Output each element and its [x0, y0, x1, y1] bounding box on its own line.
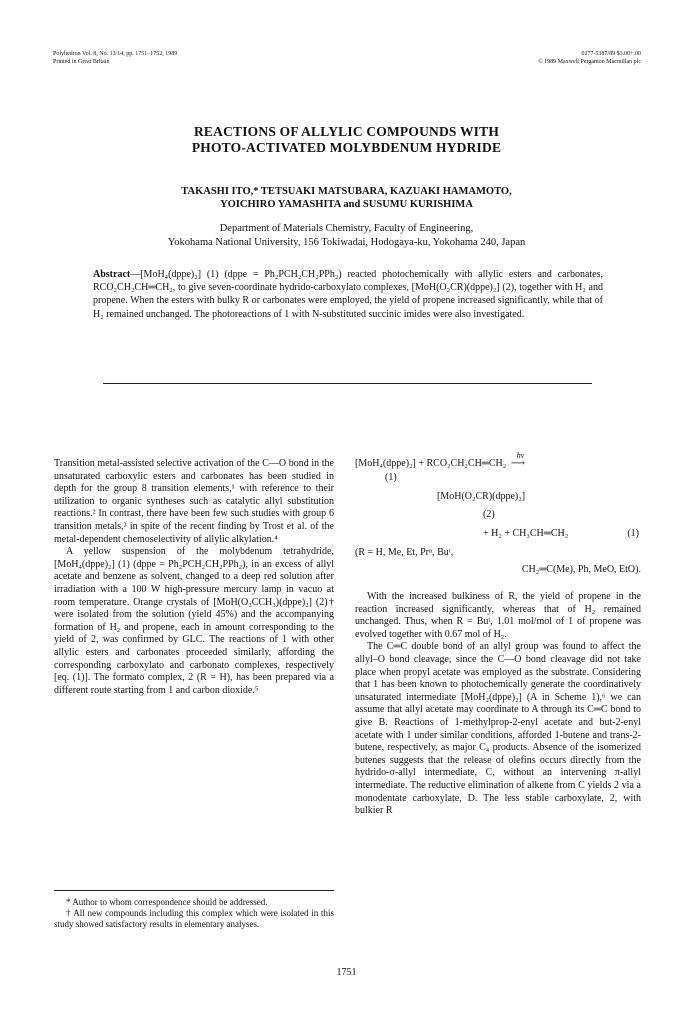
paper-title-line1: REACTIONS OF ALLYLIC COMPOUNDS WITH: [193, 124, 500, 139]
arrow-label: hν: [516, 451, 525, 460]
journal-citation-line2: Printed in Great Britain: [53, 59, 110, 65]
chemical-equation: [355, 451, 641, 591]
left-paragraph-2: A yellow suspension of the molybdenum tetrahydride, [MoH₄(dppe)₂] (1) (dppe = Ph₂PCH₂CH₂PPh₂), in an excess of allyl acetate and benzene as solvent, changed to a deep red solution after irradiation with a 100 W high-pressure mercury lamp in vacuo at room temperature. Orange crystals of [MoH(O₂CCH₃)(dppe)₂] (2)† were isolated from the solution (yield 45%) and the accompanying formation of H₂ and propene, each in amount corresponding to the yield of 2, was confirmed by GLC. The reactions of 1 with other allylic esters and carbonates proceeded similarly, affording the corresponding carboxylato and carbonato complexes, respectively [eq. (1)]. The formato complex, 2 (R = H), has been prepared via a different route starting from 1 and carbon dioxide.⁵: [54, 546, 334, 696]
affiliation-line2: Yokohama National University, 156 Tokiwadai, Hodogaya-ku, Yokohama 240, Japan: [167, 237, 526, 248]
author-list-line1: TAKASHI ITO,* TETSUAKI MATSUBARA, KAZUAKI HAMAMOTO,: [181, 186, 512, 197]
author-list-line2: YOICHIRO YAMASHITA and SUSUMU KURISHIMA: [220, 199, 473, 210]
equation-line5: + H₂ + CH₃CH═CH₂: [483, 528, 569, 539]
equation-number: (1): [627, 528, 639, 539]
copyright-line1: 0277-5387/89 $3.00+.00: [581, 51, 641, 57]
abstract-label: Abstract: [93, 269, 131, 280]
left-column: [54, 458, 334, 697]
equation-line7: CH₂═C(Me), Ph, MeO, EtO).: [521, 564, 641, 575]
paper-title-line2: PHOTO-ACTIVATED MOLYBDENUM HYDRIDE: [191, 140, 502, 155]
paper-title: [0, 124, 693, 156]
arrow-icon: ⟶: [510, 458, 526, 469]
journal-citation: [53, 50, 177, 66]
copyright-notice: [538, 50, 641, 66]
footnote-divider: [54, 890, 334, 891]
affiliation: [0, 222, 693, 250]
equation-line1: [MoH₄(dppe)₂] + RCO₂CH₂CH═CH₂: [355, 458, 507, 469]
left-paragraph-1: Transition metal-assisted selective activation of the C—O bond in the unsaturated carboxylic esters and carbonates has been studied in depth for the group 8 transition elements,¹ with reference to their utilization to organic syntheses such as catalytic allyl substitution reactions.² In contrast, there have been few such studies with group 6 transition metals,³ in spite of the recent finding by Trost et al. of the metal-dependent chemoselectivity of allylic alkylation.⁴: [54, 458, 334, 545]
right-paragraph-1: With the increased bulkiness of R, the yield of propene in the reaction increased significantly, whereas that of H₂ remained unchanged. Thus, when R = Buᵗ, 1.01 mol/mol of 1 of propene was evolved together with 0.67 mol of H₂.: [355, 591, 641, 640]
copyright-line2: © 1989 Maxwell Pergamon Macmillan plc: [538, 59, 641, 65]
equation-line6: (R = H, Me, Et, Prⁿ, Buᵗ,: [355, 547, 454, 558]
abstract: [93, 268, 603, 321]
reaction-arrow: [510, 451, 537, 471]
right-paragraph-2: The C═C double bond of an allyl group was found to affect the allyl–O bond cleavage, since the C—O bond cleavage did not take place when propyl acetate was employed as the substrate. Considering that 1 has been known to photochemically generate the coordinatively unsaturated intermediate [MoH₂(dppe)₂] (A in Scheme 1),⁶ we can assume that allyl acetate may coordinate to A through its C═C bond to give B. Reactions of 1-methylprop-2-enyl acetate and but-2-enyl acetate with 1 under similar conditions, afforded 1-butene and trans-2-butene, respectively, as major C₄ products. Absence of the isomerized butenes suggests that the release of olefins occurs directly from the hydrido-σ-allyl intermediate, C, without an intervening π-allyl intermediate. The reductive elimination of alkene from C yields 2 via a monodentate carboxylate, D. The less stable carboxylate, 2, with bulkier R: [355, 641, 641, 817]
footnote-1: * Author to whom correspondence should be addressed.: [66, 897, 268, 907]
footnote-2: † All new compounds including this complex which were isolated in this study showed satisfactory results in elementary analyses.: [54, 908, 334, 930]
equation-reactants: [355, 451, 537, 471]
journal-citation-line1: Polyhedron Vol. 8, No. 13/14, pp. 1751–1752, 1989: [53, 51, 178, 57]
footnotes: [54, 897, 334, 931]
author-list: [0, 185, 693, 211]
affiliation-line1: Department of Materials Chemistry, Faculty of Engineering,: [219, 223, 474, 234]
equation-line4: (2): [483, 509, 495, 520]
right-column: [355, 451, 641, 818]
equation-line2: (1): [385, 472, 397, 483]
abstract-divider: [103, 383, 592, 384]
equation-line3: [MoH(O₂CR)(dppe)₂]: [437, 491, 526, 502]
page-number: 1751: [336, 967, 357, 978]
abstract-text: —[MoH₄(dppe)₂] (1) (dppe = Ph₂PCH₂CH₂PPh₂) reacted photochemically with allylic esters and carbonates, RCO₂CH₂CH═CH₂, to give seven-coordinate hydrido-carboxylato complexes, [MoH(O₂CR)(dppe)₂] (2), together with H₂ and propene. When the esters with bulky R or carbonates were employed, the yield of propene increased significantly, while that of H₂ remained unchanged. The photoreactions of 1 with N-substituted succinic imides were also investigated.: [93, 269, 603, 320]
